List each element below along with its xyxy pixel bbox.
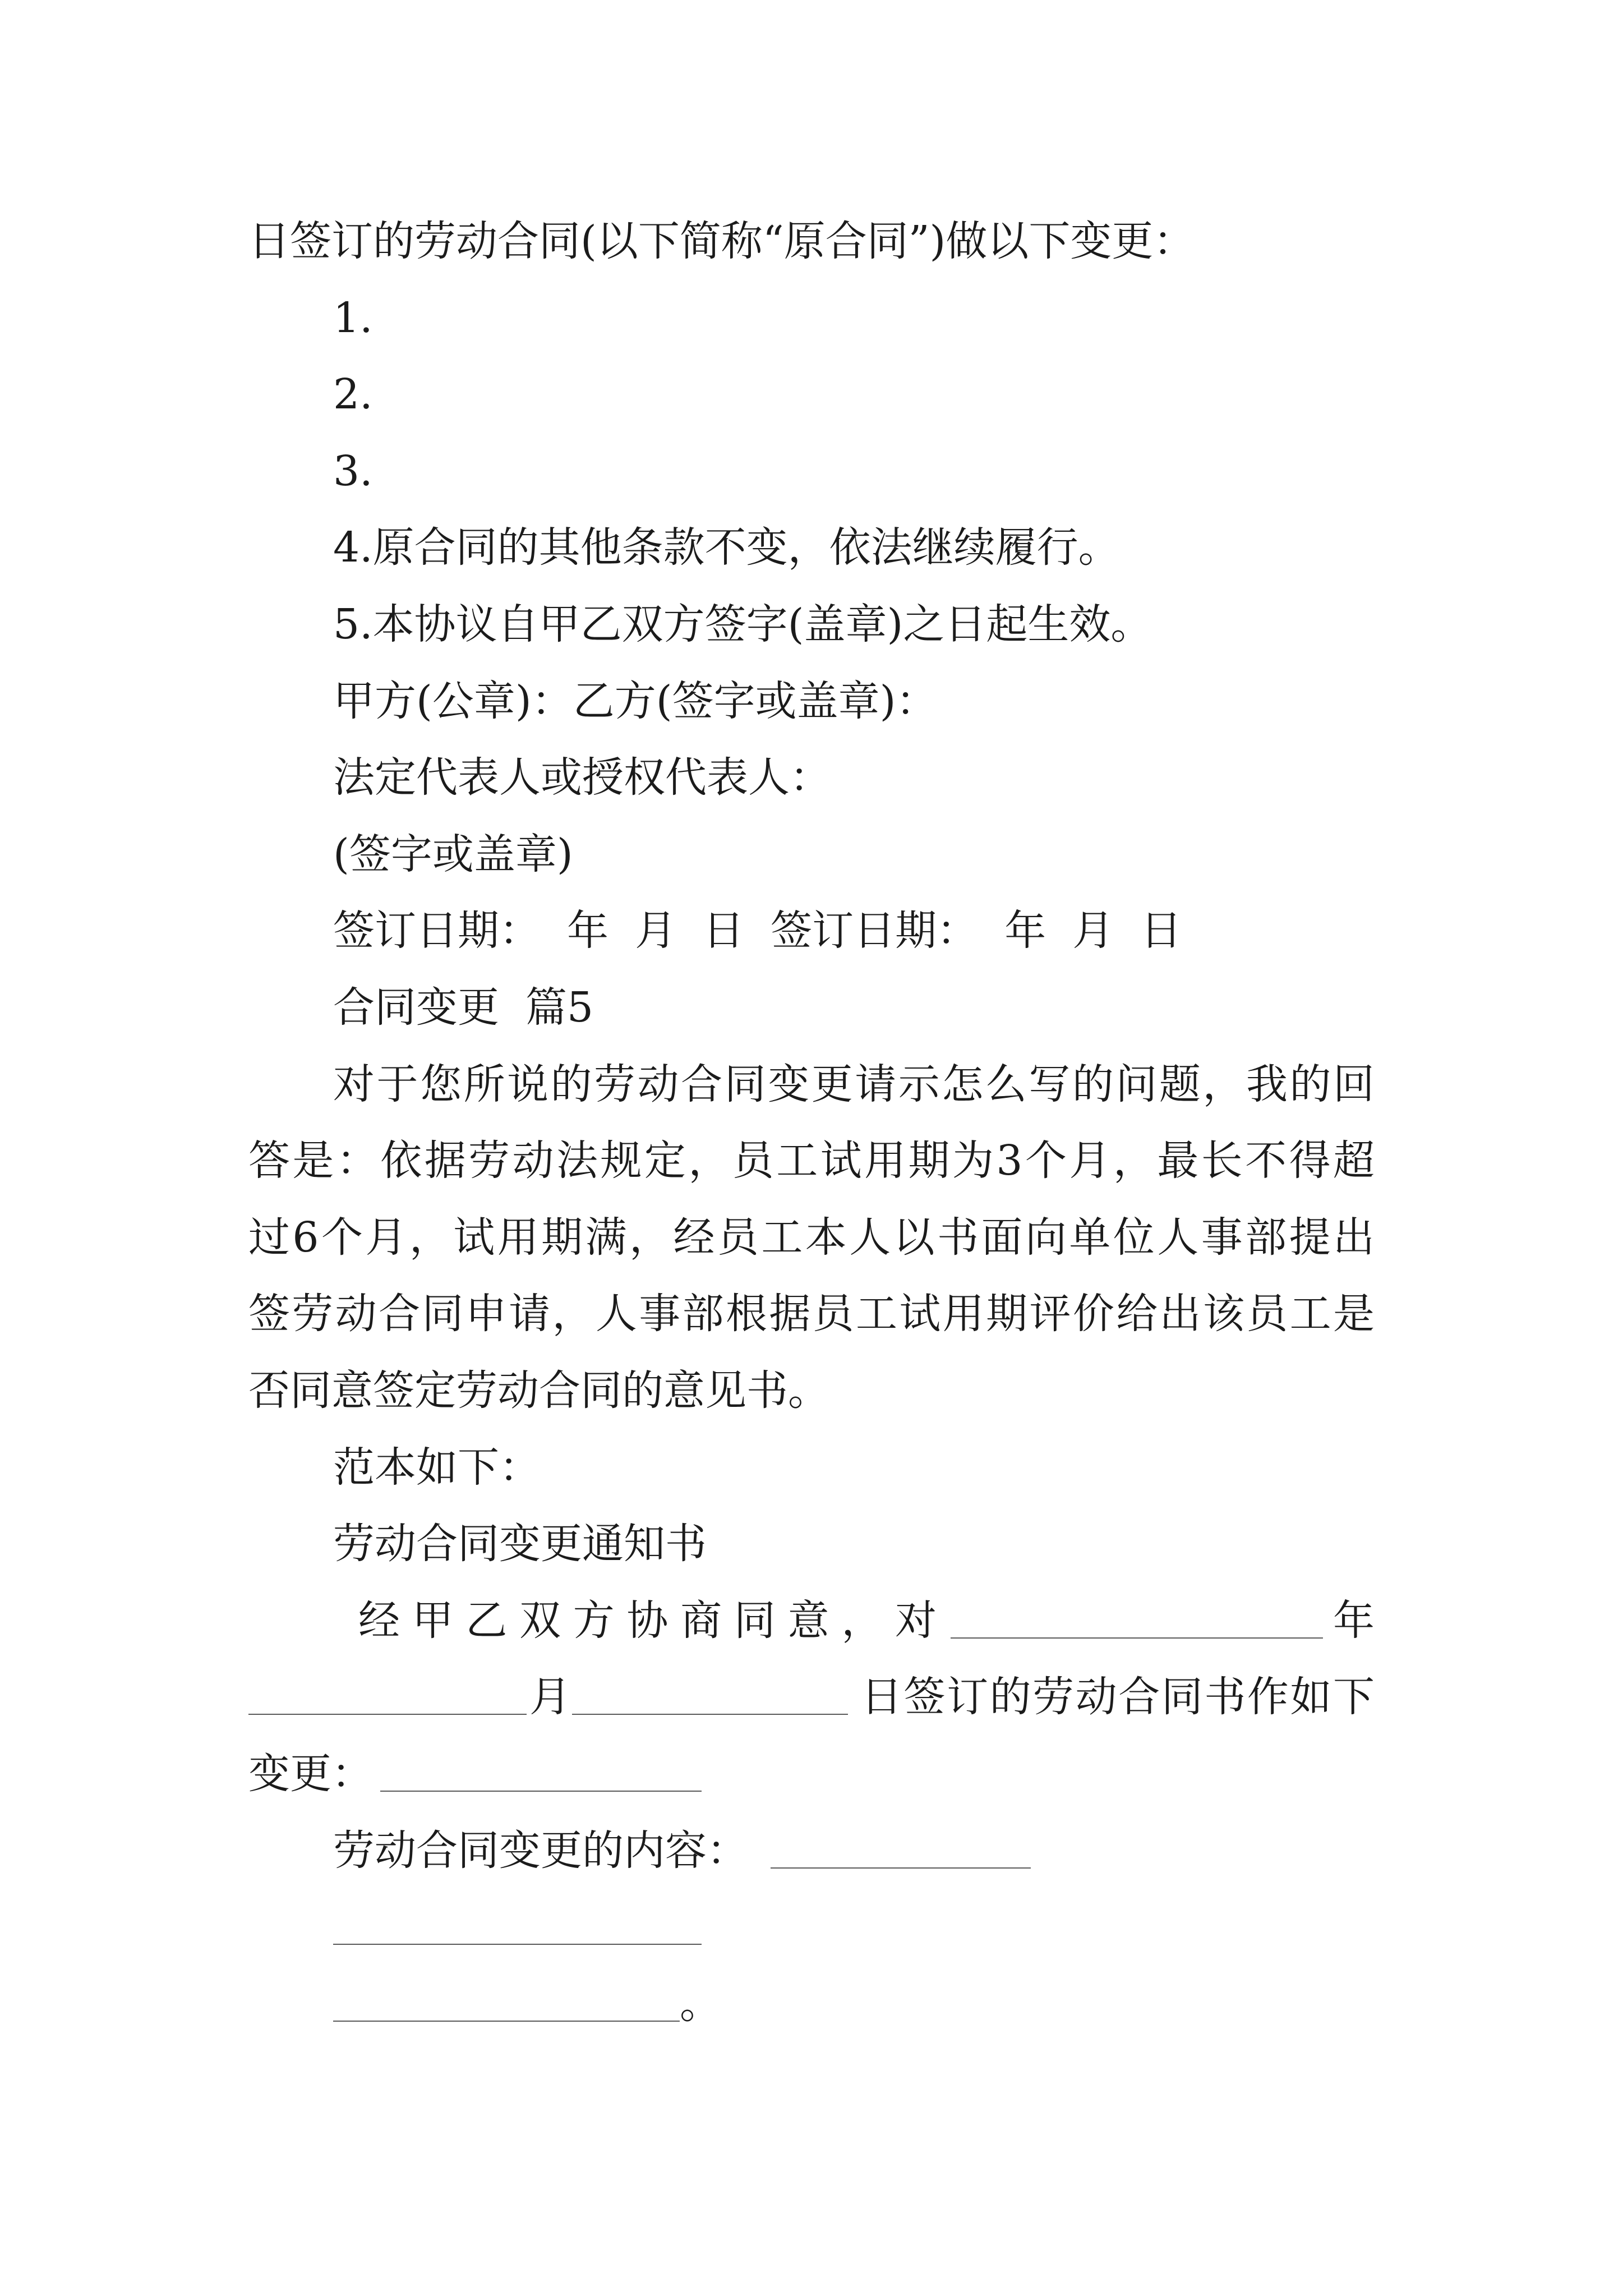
notice-month-label: 月 bbox=[529, 1673, 571, 1721]
section-title: 合同变更 篇5 bbox=[333, 983, 594, 1032]
paragraph-line: 签劳动合同申请，人事部根据员工试用期评价给出该员工是 bbox=[248, 1290, 1375, 1338]
list-item: 2. bbox=[333, 370, 373, 418]
blank-field bbox=[572, 1714, 848, 1715]
list-item: 5.本协议自甲乙双方签字(盖章)之日起生效。 bbox=[333, 600, 1152, 648]
sample-intro: 范本如下： bbox=[333, 1443, 541, 1492]
notice-change-label: 变更： bbox=[248, 1750, 373, 1798]
list-item: 1. bbox=[333, 294, 373, 342]
party-line: 甲方(公章)：乙方(签字或盖章)： bbox=[333, 677, 938, 725]
continuation-text: 日签订的劳动合同(以下简称“原合同”)做以下变更： bbox=[248, 217, 1195, 265]
end-mark: 。 bbox=[680, 1980, 721, 2028]
representative-line: 法定代表人或授权代表人： bbox=[333, 753, 831, 802]
notice-day-text: 日签订的劳动合同书作如下 bbox=[861, 1673, 1375, 1721]
list-item: 4.原合同的其他条款不变，依法继续履行。 bbox=[333, 523, 1120, 572]
sign-note: (签字或盖章) bbox=[333, 830, 573, 878]
blank-field bbox=[248, 1714, 527, 1715]
paragraph-line: 过6个月，试用期满，经员工本人以书面向单位人事部提出 bbox=[248, 1213, 1375, 1262]
paragraph-line: 答是：依据劳动法规定，员工试用期为3个月，最长不得超 bbox=[248, 1137, 1375, 1185]
blank-field bbox=[333, 2021, 680, 2022]
date-line: 签订日期： 年 月 日 签订日期： 年 月 日 bbox=[333, 907, 1182, 955]
list-item: 3. bbox=[333, 447, 373, 495]
notice-agree-text: 经甲乙双方协商同意，对 bbox=[358, 1596, 937, 1645]
notice-year-label: 年 bbox=[1333, 1596, 1375, 1645]
blank-field bbox=[333, 1944, 702, 1945]
paragraph-line: 对于您所说的劳动合同变更请示怎么写的问题，我的回 bbox=[333, 1060, 1375, 1108]
paragraph-line: 否同意签定劳动合同的意见书。 bbox=[248, 1366, 829, 1415]
blank-field bbox=[380, 1791, 702, 1792]
notice-content-label: 劳动合同变更的内容： bbox=[333, 1826, 748, 1875]
blank-field bbox=[951, 1637, 1323, 1639]
blank-field bbox=[771, 1867, 1031, 1869]
notice-title: 劳动合同变更通知书 bbox=[333, 1520, 707, 1568]
